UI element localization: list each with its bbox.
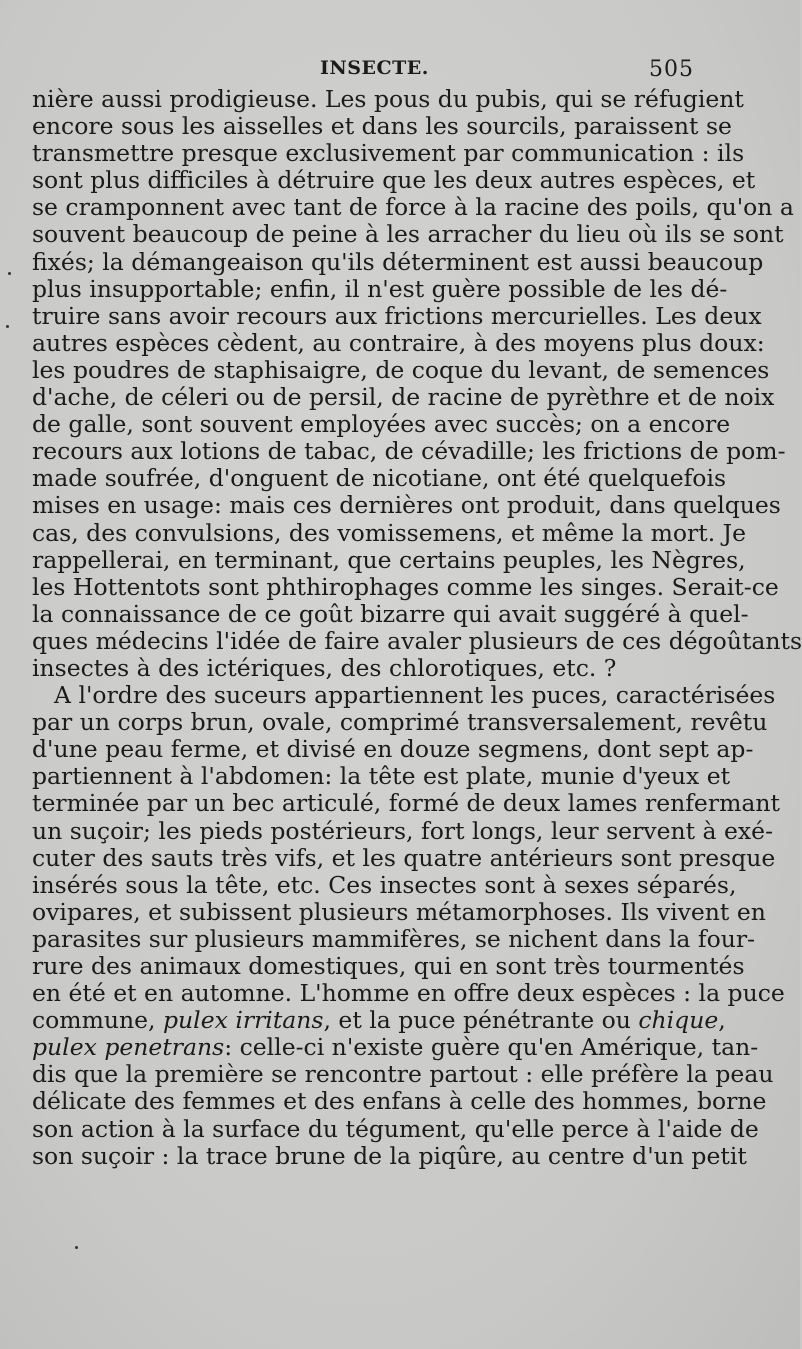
text-line: encore sous les aisselles et dans les sourcils, paraissent se: [32, 112, 732, 141]
text-line: recours aux lotions de tabac, de cévadille; les frictions de pom-: [32, 437, 786, 466]
running-head: INSECTE.: [320, 57, 429, 79]
italic-term: pulex irritans: [163, 1006, 324, 1035]
text-line: mises en usage: mais ces dernières ont produit, dans quelques: [32, 491, 781, 520]
text-line: délicate des femmes et des enfans à celle des hommes, borne: [32, 1087, 767, 1116]
print-speck: [75, 1246, 78, 1249]
text-line: un suçoir; les pieds postérieurs, fort longs, leur servent à exé-: [32, 816, 774, 845]
text-line: rappellerai, en terminant, que certains peuples, les Nègres,: [32, 545, 746, 574]
text-line: de galle, sont souvent employées avec succès; on a encore: [32, 410, 731, 439]
text-line: se cramponnent avec tant de force à la racine des poils, qu'on a: [32, 193, 794, 222]
text-segment: ,: [718, 1006, 726, 1035]
text-line: terminée par un bec articulé, formé de deux lames renfermant: [32, 789, 780, 818]
text-line: en été et en automne. L'homme en offre deux espèces : la puce: [32, 979, 785, 1008]
text-line: nière aussi prodigieuse. Les pous du pubis, qui se réfugient: [32, 85, 744, 113]
text-line: sont plus difficiles à détruire que les deux autres espèces, et: [32, 166, 756, 195]
text-line: dis que la première se rencontre partout : elle préfère la peau: [32, 1060, 774, 1089]
body-text: [32, 85, 802, 1170]
page-header: [0, 57, 800, 87]
text-line: A l'ordre des suceurs appartiennent les puces, caractérisées: [54, 681, 776, 710]
text-line: cas, des convulsions, des vomissemens, et même la mort. Je: [32, 518, 746, 547]
text-line: truire sans avoir recours aux frictions mercurielles. Les deux: [32, 301, 762, 330]
text-line: les Hottentots sont phthirophages comme les singes. Serait-ce: [32, 572, 779, 601]
text-line: son suçoir : la trace brune de la piqûre, au centre d'un petit: [32, 1141, 747, 1170]
text-line: partiennent à l'abdomen: la tête est plate, munie d'yeux et: [32, 762, 731, 791]
text-line: made soufrée, d'onguent de nicotiane, ont été quelquefois: [32, 464, 727, 493]
text-line: fixés; la démangeaison qu'ils déterminent est aussi beaucoup: [32, 247, 764, 276]
text-line: la connaissance de ce goût bizarre qui avait suggéré à quel-: [32, 599, 749, 628]
text-line: son action à la surface du tégument, qu'elle perce à l'aide de: [32, 1114, 759, 1143]
text-line: rure des animaux domestiques, qui en sont très tourmentés: [32, 952, 745, 980]
text-line: d'une peau ferme, et divisé en douze segmens, dont sept ap-: [32, 735, 754, 764]
page-number: 505: [649, 57, 694, 82]
text-line: cuter des sauts très vifs, et les quatre antérieurs sont presque: [32, 843, 776, 872]
text-line: insérés sous la tête, etc. Ces insectes sont à sexes séparés,: [32, 870, 737, 899]
italic-term: pulex penetrans: [32, 1033, 225, 1062]
text-line: les poudres de staphisaigre, de coque du levant, de semences: [32, 355, 770, 384]
text-line: plus insupportable; enfin, il n'est guère possible de les dé-: [32, 274, 728, 303]
text-segment: commune,: [32, 1006, 163, 1035]
text-line: insectes à des ictériques, des chlorotiques, etc. ?: [32, 653, 617, 682]
text-line: [32, 1006, 726, 1035]
print-speck: [6, 325, 9, 328]
text-line: parasites sur plusieurs mammifères, se nichent dans la four-: [32, 924, 756, 953]
print-speck: [8, 272, 11, 275]
text-line: ques médecins l'idée de faire avaler plusieurs de ces dégoûtants: [32, 626, 802, 655]
text-segment: : celle-ci n'existe guère qu'en Amérique, tan-: [224, 1033, 759, 1062]
text-line: ovipares, et subissent plusieurs métamorphoses. Ils vivent en: [32, 897, 766, 926]
text-line: [32, 1033, 759, 1062]
italic-term: chique: [638, 1006, 719, 1035]
text-line: autres espèces cèdent, au contraire, à des moyens plus doux:: [32, 328, 765, 357]
text-line: transmettre presque exclusivement par communication : ils: [32, 139, 745, 168]
text-line: d'ache, de céleri ou de persil, de racine de pyrèthre et de noix: [32, 383, 775, 412]
text-segment: , et la puce pénétrante ou: [323, 1006, 639, 1035]
text-line: souvent beaucoup de peine à les arracher du lieu où ils se sont: [32, 220, 784, 249]
text-line: par un corps brun, ovale, comprimé transversalement, revêtu: [32, 708, 768, 737]
